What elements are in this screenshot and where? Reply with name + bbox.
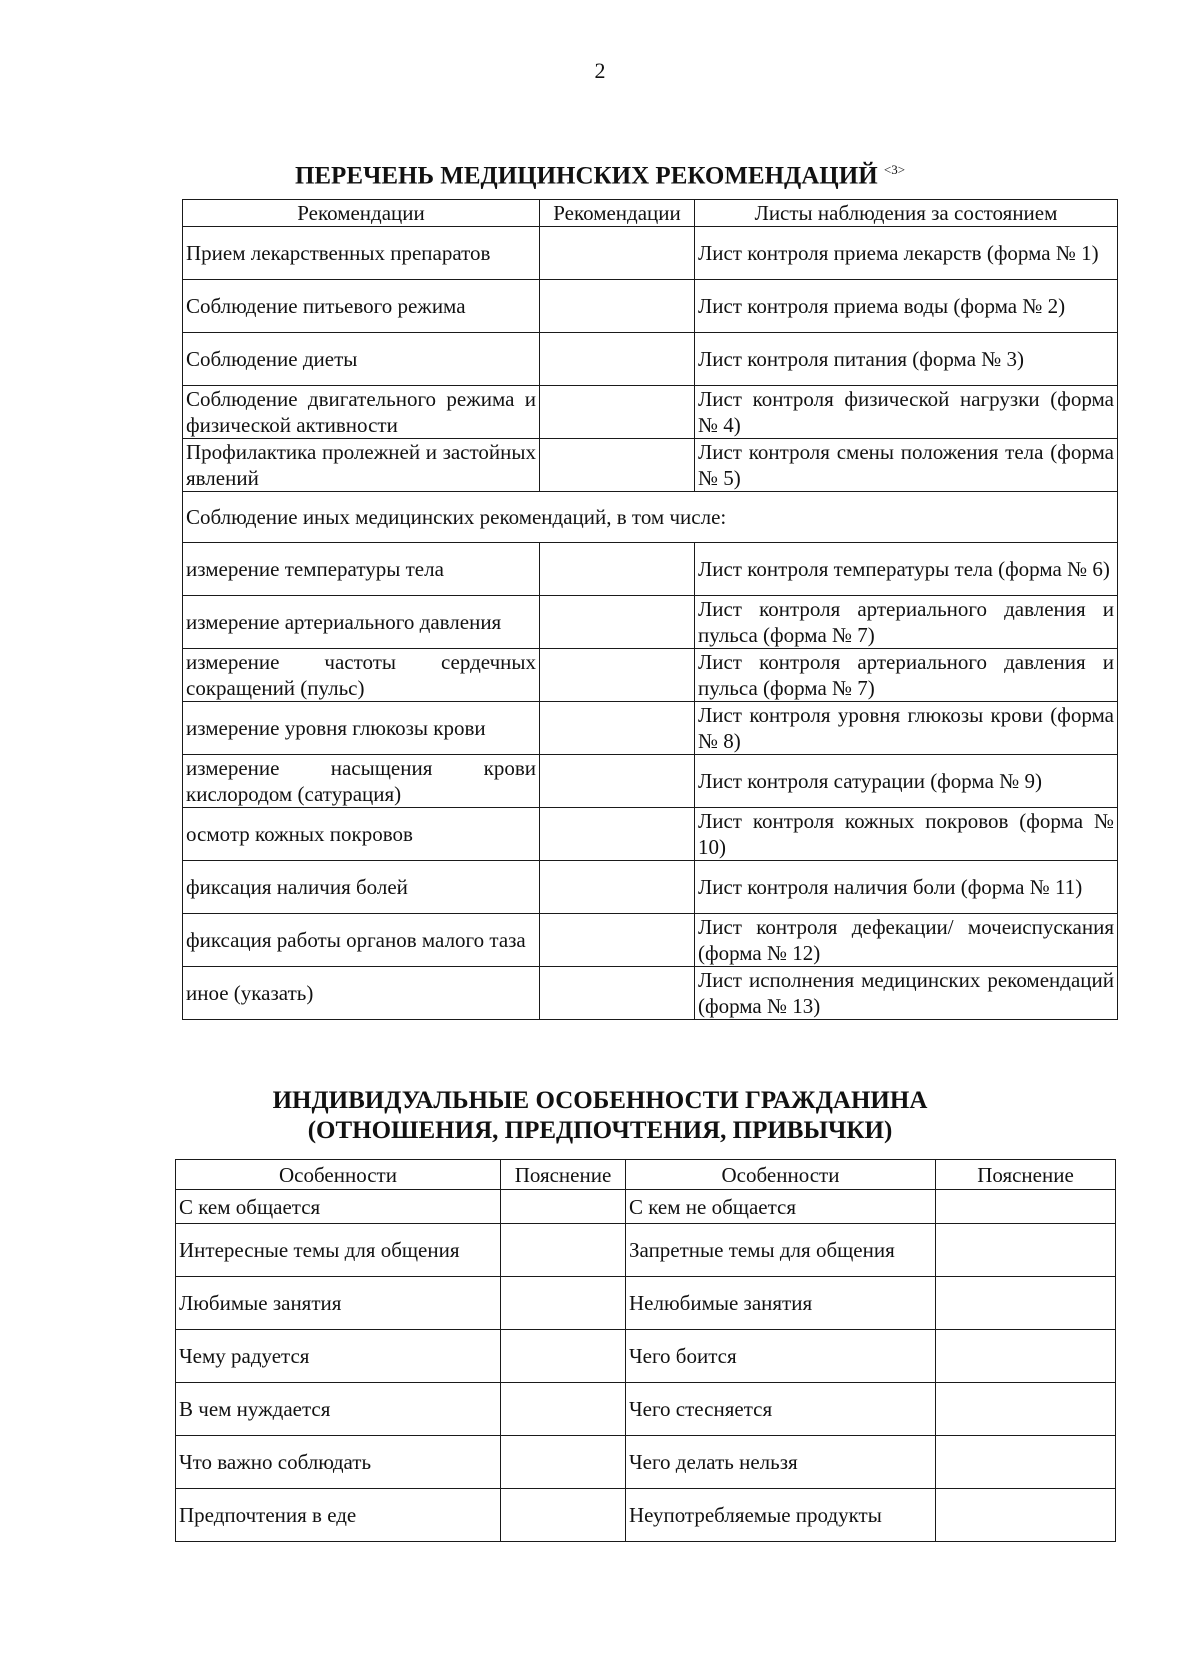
- column-header: Рекомендации: [183, 200, 540, 227]
- recommendations-table: [182, 199, 1118, 1020]
- table-row: [183, 439, 1118, 492]
- other-recommendations-label: Соблюдение иных медицинских рекомендаций, в том числе:: [183, 492, 1118, 543]
- column-header: Рекомендации: [540, 200, 695, 227]
- recommendation-input-cell[interactable]: [540, 386, 695, 439]
- explanation-input-cell[interactable]: [501, 1190, 626, 1224]
- recommendation-input-cell[interactable]: [540, 702, 695, 755]
- table-row: [183, 492, 1118, 543]
- sheet-cell: Лист контроля физической нагрузки (форма № 4): [695, 386, 1118, 439]
- recommendation-cell: измерение артериального давления: [183, 596, 540, 649]
- feature-cell: Интересные темы для общения: [176, 1224, 501, 1277]
- recommendation-input-cell[interactable]: [540, 649, 695, 702]
- table-header-row: [176, 1160, 1116, 1190]
- explanation-input-cell[interactable]: [501, 1277, 626, 1330]
- table-row: [176, 1330, 1116, 1383]
- table-row: [176, 1277, 1116, 1330]
- sheet-cell: Лист контроля наличия боли (форма № 11): [695, 861, 1118, 914]
- feature-cell: Чего боится: [626, 1330, 936, 1383]
- explanation-input-cell[interactable]: [936, 1330, 1116, 1383]
- recommendation-input-cell[interactable]: [540, 808, 695, 861]
- feature-cell: Нелюбимые занятия: [626, 1277, 936, 1330]
- table-row: [183, 649, 1118, 702]
- recommendation-cell: измерение частоты сердечных сокращений (пульс): [183, 649, 540, 702]
- page-number: 2: [594, 58, 606, 83]
- recommendation-input-cell[interactable]: [540, 227, 695, 280]
- feature-cell: Предпочтения в еде: [176, 1489, 501, 1542]
- sheet-cell: Лист контроля смены положения тела (форма № 5): [695, 439, 1118, 492]
- recommendation-input-cell[interactable]: [540, 914, 695, 967]
- sheet-cell: Лист исполнения медицинских рекомендаций (форма № 13): [695, 967, 1118, 1020]
- sheet-cell: Лист контроля сатурации (форма № 9): [695, 755, 1118, 808]
- recommendation-input-cell[interactable]: [540, 543, 695, 596]
- recommendation-input-cell[interactable]: [540, 596, 695, 649]
- recommendation-input-cell[interactable]: [540, 967, 695, 1020]
- recommendation-cell: измерение насыщения крови кислородом (сатурация): [183, 755, 540, 808]
- sheet-cell: Лист контроля кожных покровов (форма № 10): [695, 808, 1118, 861]
- sheet-cell: Лист контроля дефекации/ мочеиспускания (форма № 12): [695, 914, 1118, 967]
- table-row: [183, 596, 1118, 649]
- table-row: [176, 1383, 1116, 1436]
- features-title-line2: (ОТНОШЕНИЯ, ПРЕДПОЧТЕНИЯ, ПРИВЫЧКИ): [307, 1117, 893, 1144]
- explanation-input-cell[interactable]: [501, 1489, 626, 1542]
- table-row: [183, 543, 1118, 596]
- table-row: [183, 386, 1118, 439]
- sheet-cell: Лист контроля питания (форма № 3): [695, 333, 1118, 386]
- recommendations-title-text: ПЕРЕЧЕНЬ МЕДИЦИНСКИХ РЕКОМЕНДАЦИЙ: [294, 162, 878, 190]
- sheet-cell: Лист контроля артериального давления и пульса (форма № 7): [695, 649, 1118, 702]
- explanation-input-cell[interactable]: [936, 1383, 1116, 1436]
- table-row: [183, 227, 1118, 280]
- sheet-cell: Лист контроля приема воды (форма № 2): [695, 280, 1118, 333]
- recommendation-cell: осмотр кожных покровов: [183, 808, 540, 861]
- explanation-input-cell[interactable]: [501, 1224, 626, 1277]
- recommendation-cell: Профилактика пролежней и застойных явлений: [183, 439, 540, 492]
- sheet-cell: Лист контроля артериального давления и пульса (форма № 7): [695, 596, 1118, 649]
- feature-cell: Чего делать нельзя: [626, 1436, 936, 1489]
- table-header-row: [183, 200, 1118, 227]
- footnote-mark: <3>: [883, 162, 906, 177]
- table-row: [176, 1190, 1116, 1224]
- explanation-input-cell[interactable]: [936, 1489, 1116, 1542]
- feature-cell: Любимые занятия: [176, 1277, 501, 1330]
- column-header: Пояснение: [501, 1160, 626, 1190]
- feature-cell: Чему радуется: [176, 1330, 501, 1383]
- column-header: Особенности: [176, 1160, 501, 1190]
- table-row: [183, 808, 1118, 861]
- explanation-input-cell[interactable]: [936, 1224, 1116, 1277]
- table-row: [176, 1489, 1116, 1542]
- recommendation-cell: иное (указать): [183, 967, 540, 1020]
- feature-cell: Неупотребляемые продукты: [626, 1489, 936, 1542]
- features-title: [0, 1086, 1200, 1146]
- feature-cell: С кем общается: [176, 1190, 501, 1224]
- explanation-input-cell[interactable]: [501, 1383, 626, 1436]
- explanation-input-cell[interactable]: [936, 1436, 1116, 1489]
- sheet-cell: Лист контроля температуры тела (форма № 6): [695, 543, 1118, 596]
- table-row: [183, 333, 1118, 386]
- explanation-input-cell[interactable]: [936, 1190, 1116, 1224]
- table-row: [176, 1436, 1116, 1489]
- table-row: [183, 914, 1118, 967]
- recommendations-title: [0, 155, 1200, 191]
- recommendation-input-cell[interactable]: [540, 333, 695, 386]
- column-header: Листы наблюдения за состоянием: [695, 200, 1118, 227]
- table-row: [183, 755, 1118, 808]
- recommendation-input-cell[interactable]: [540, 861, 695, 914]
- recommendation-cell: фиксация наличия болей: [183, 861, 540, 914]
- column-header: Пояснение: [936, 1160, 1116, 1190]
- table-row: [183, 967, 1118, 1020]
- features-title-line1: ИНДИВИДУАЛЬНЫЕ ОСОБЕННОСТИ ГРАЖДАНИНА: [272, 1087, 928, 1114]
- feature-cell: В чем нуждается: [176, 1383, 501, 1436]
- recommendation-cell: Соблюдение диеты: [183, 333, 540, 386]
- table-row: [183, 702, 1118, 755]
- feature-cell: Чего стесняется: [626, 1383, 936, 1436]
- explanation-input-cell[interactable]: [501, 1330, 626, 1383]
- recommendation-cell: измерение температуры тела: [183, 543, 540, 596]
- explanation-input-cell[interactable]: [501, 1436, 626, 1489]
- recommendation-cell: измерение уровня глюкозы крови: [183, 702, 540, 755]
- sheet-cell: Лист контроля приема лекарств (форма № 1): [695, 227, 1118, 280]
- table-row: [183, 280, 1118, 333]
- explanation-input-cell[interactable]: [936, 1277, 1116, 1330]
- recommendation-cell: Соблюдение двигательного режима и физической активности: [183, 386, 540, 439]
- recommendation-cell: Прием лекарственных препаратов: [183, 227, 540, 280]
- feature-cell: Запретные темы для общения: [626, 1224, 936, 1277]
- feature-cell: С кем не общается: [626, 1190, 936, 1224]
- sheet-cell: Лист контроля уровня глюкозы крови (форма № 8): [695, 702, 1118, 755]
- column-header: Особенности: [626, 1160, 936, 1190]
- table-row: [176, 1224, 1116, 1277]
- table-row: [183, 861, 1118, 914]
- recommendation-input-cell[interactable]: [540, 439, 695, 492]
- features-table: [175, 1159, 1116, 1542]
- recommendation-input-cell[interactable]: [540, 280, 695, 333]
- recommendation-cell: Соблюдение питьевого режима: [183, 280, 540, 333]
- recommendation-cell: фиксация работы органов малого таза: [183, 914, 540, 967]
- recommendation-input-cell[interactable]: [540, 755, 695, 808]
- feature-cell: Что важно соблюдать: [176, 1436, 501, 1489]
